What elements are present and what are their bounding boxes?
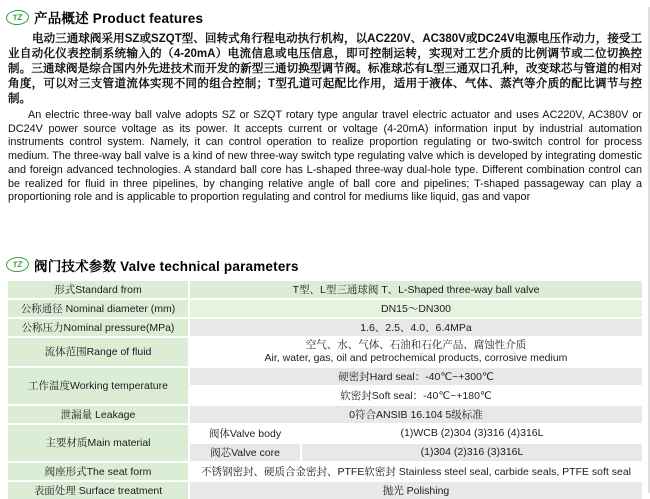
row-value: 抛光 Polishing [190, 482, 642, 499]
datasheet-page [0, 7, 650, 497]
row-subrows [190, 368, 642, 404]
table-row-range-of-fluid [8, 338, 642, 366]
table-row-nominal-diameter [8, 300, 642, 317]
subrow-valve-core [190, 444, 642, 461]
row-label: 泄漏量 Leakage [8, 406, 188, 423]
subrow-name: 阀芯Valve core [190, 444, 300, 461]
features-section-title: 产品概述 Product features [34, 11, 204, 26]
table-row-leakage [8, 406, 642, 423]
brand-logo-icon [6, 9, 30, 26]
subrow-value: (1)WCB (2)304 (3)316 (4)316L [302, 425, 642, 442]
brand-logo-icon [6, 257, 30, 274]
features-paragraph-english: An electric three-way ball valve adopts SZ or SZQT rotary type angular travel electric actuator and uses AC220V, AC380V or DC24V power source voltage as its power. It accepts current or voltage (4-20mA) information input by industrial automation instruments control system. Namely, it can control operation to realize proportion regulating or two-switch control for process medium. The three-way ball valve is a kind of new three-way switch type regulating valve which is developed by integrating domestic and foreign advanced technologies. A standard ball core has L-shaped three-way dual-hole type. Different combination control can be realized for fluid in three pipelines, by changing relative angle of ball core and pipelines; T-shaped passageway can play a proportioning role and is applicable to proportion regulating and control for mediums like liquid, gas and vapor [8, 109, 642, 204]
parameters-section-header [6, 255, 650, 275]
parameters-section-title: 阀门技术参数 Valve technical parameters [34, 258, 299, 274]
row-label: 形式Standard from [8, 281, 188, 298]
table-row-surface-treatment [8, 482, 642, 499]
brand-logo-text: TZ [12, 11, 23, 22]
row-value: DN15～DN300 [190, 300, 642, 317]
features-section-header [6, 7, 650, 27]
features-paragraph-chinese: 电动三通球阀采用SZ或SZQT型、回转式角行程电动执行机构，以AC220V、AC380V或DC24V电源电压作动力，接受工业自动化仪表控制系统输入的（4-20mA）电流信息或电压信息，即可控制运转，实现对工艺介质的比例调节或二位切换控制。三通球阀是综合国内外先进技术而开发的新型三通切换型调节阀。标准球芯有L型三通双口孔种，改变球芯与管道的相对角度，可以对三支管道流体实现不同的组合控制；T型孔道可起配比作用，适用于液体、气体、蒸汽等介质的配比调节与控制。 [8, 33, 642, 105]
row-value: 0符合ANSIB 16.104 5级标准 [190, 406, 642, 423]
table-row-standard-form [8, 281, 642, 298]
subrow-value: (1)304 (2)316 (3)316L [302, 444, 642, 461]
row-label: 主要材质Main material [8, 425, 188, 461]
row-label: 公称通径 Nominal diameter (mm) [8, 300, 188, 317]
row-label: 公称压力Nominal pressure(MPa) [8, 319, 188, 336]
row-value: T型、L型三通球阀 T、L-Shaped three-way ball valve [190, 281, 642, 298]
table-row-main-material [8, 425, 642, 461]
row-value: 1.6、2.5、4.0、6.4MPa [190, 319, 642, 336]
row-value-chinese: 空气、水、气体、石油和石化产品、腐蚀性介质 [305, 338, 527, 351]
parameters-table [8, 281, 642, 499]
table-row-working-temperature [8, 368, 642, 404]
row-value [190, 338, 642, 366]
row-label: 流体范围Range of fluid [8, 338, 188, 366]
table-row-seat-form [8, 463, 642, 480]
table-row-nominal-pressure [8, 319, 642, 336]
row-value: 不锈钢密封、硬质合金密封、PTFE软密封 Stainless steel seal, carbide seals, PTFE soft seal [190, 463, 642, 480]
row-label: 阀座形式The seat form [8, 463, 188, 480]
brand-logo-text: TZ [12, 259, 23, 270]
subrow-soft-seal: 软密封Soft seal：-40℃~+180℃ [190, 387, 642, 404]
subrow-name: 阀体Valve body [190, 425, 300, 442]
subrow-hard-seal: 硬密封Hard seal：-40℃~+300℃ [190, 368, 642, 385]
row-subrows [190, 425, 642, 461]
subrow-valve-body [190, 425, 642, 442]
row-value-english: Air, water, gas, oil and petrochemical products, corrosive medium [264, 351, 568, 364]
row-label: 表面处理 Surface treatment [8, 482, 188, 499]
row-label: 工作温度Working temperature [8, 368, 188, 404]
